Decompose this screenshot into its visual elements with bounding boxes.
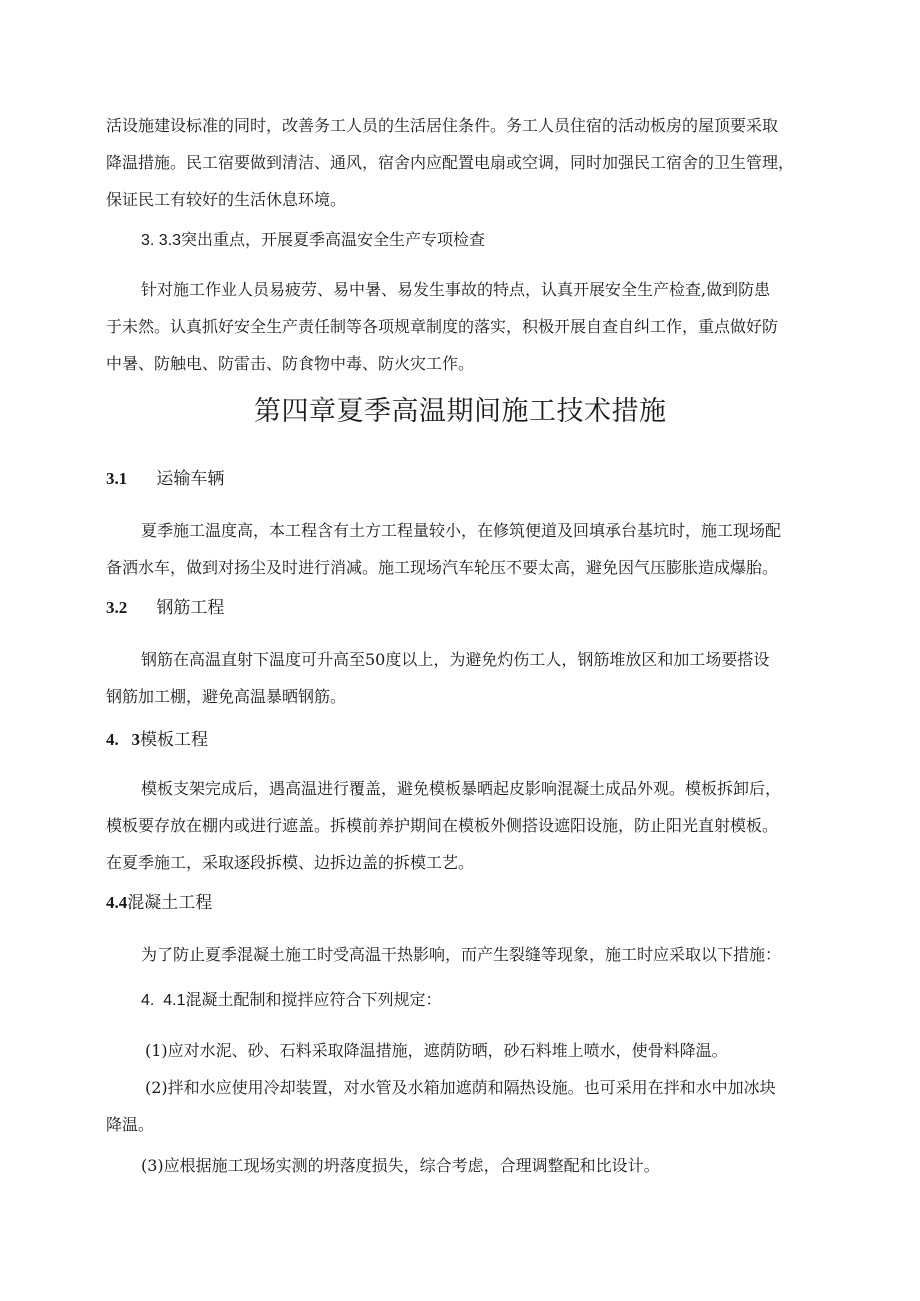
text-line: 中暑、防触电、防雷击、防食物中毒、防火灾工作。 [106,354,475,373]
text-line: 保证民工有较好的生活休息环境。 [106,190,347,209]
text-line: 模板支架完成后，遇高温进行覆盖，避免模板暴晒起皮影响混凝土成品外观。模板拆卸后， [141,779,782,798]
list-item: (1)应对水泥、砂、石料采取降温措施，遮荫防晒，砂石料堆上喷水，使骨料降温。 [145,1041,728,1060]
section-number: 3.2 [106,598,128,617]
text-line: 在夏季施工，采取逐段拆模、边拆边盖的拆模工艺。 [106,853,475,872]
text-line: 钢筋在高温直射下温度可升高至50度以上，为避免灼伤工人，钢筋堆放区和加工场要搭设 [141,650,770,669]
section-title: 混凝土工程 [127,893,213,913]
text-line: 夏季施工温度高，本工程含有土方工程量较小，在修筑便道及回填承台基坑时，施工现场配 [141,521,782,540]
section-number: 4.4 [106,893,128,912]
section-heading-4-3 [106,729,208,751]
text-line: 降温措施。民工宿要做到清洁、通风，宿舍内应配置电扇或空调，同时加强民工宿舍的卫生管理， [106,153,795,172]
section-heading-3-2 [106,597,224,619]
section-number: 3. 3.3 [141,232,182,249]
section-title: 运输车辆 [156,469,225,489]
section-heading-3-3 [141,229,485,252]
chapter-title: 第四章夏季高温期间施工技术措施 [254,396,667,427]
text-line: 于未然。认真抓好安全生产责任制等各项规章制度的落实，积极开展自查自纠工作，重点做好防 [106,317,779,336]
section-number: 3.1 [106,469,128,488]
list-item: (2)拌和水应使用冷却装置，对水管及水箱加遮荫和隔热设施。也可采用在拌和水中加冰块 [145,1078,776,1097]
section-title: 模板工程 [140,730,208,750]
text-line: 备洒水车，做到对扬尘及时进行消减。施工现场汽车轮压不要太高，避免因气压膨胀造成爆胎。 [106,558,779,577]
text-line: 为了防止夏季混凝土施工时受高温干热影响，而产生裂缝等现象，施工时应采取以下措施： [141,945,782,964]
text-line: 钢筋加工棚，避免高温暴晒钢筋。 [106,687,347,706]
section-heading-3-1 [106,468,224,490]
list-item-continuation: 降温。 [106,1115,155,1134]
section-title: 突出重点，开展夏季高温安全生产专项检查 [181,230,486,249]
subsection-number: 4. 4.1 [141,992,186,1009]
section-title: 钢筋工程 [156,598,225,618]
text-line: 活设施建设标准的同时，改善务工人员的生活居住条件。务工人员住宿的活动板房的屋顶要采取 [106,116,779,135]
section-heading-4-4 [106,892,212,914]
section-number: 4. 3 [106,730,140,749]
subsection-heading-4-4-1 [141,989,442,1012]
text-line: 针对施工作业人员易疲劳、易中暑、易发生事故的特点，认真开展安全生产检查,做到防患 [141,280,771,299]
text-line: 模板要存放在棚内或进行遮盖。拆模前养护期间在模板外侧搭设遮阳设施，防止阳光直射模板。 [106,816,779,835]
list-item: (3)应根据施工现场实测的坍落度损失，综合考虑，合理调整配和比设计。 [141,1156,660,1175]
subsection-title: 混凝土配制和搅拌应符合下列规定： [185,990,442,1009]
